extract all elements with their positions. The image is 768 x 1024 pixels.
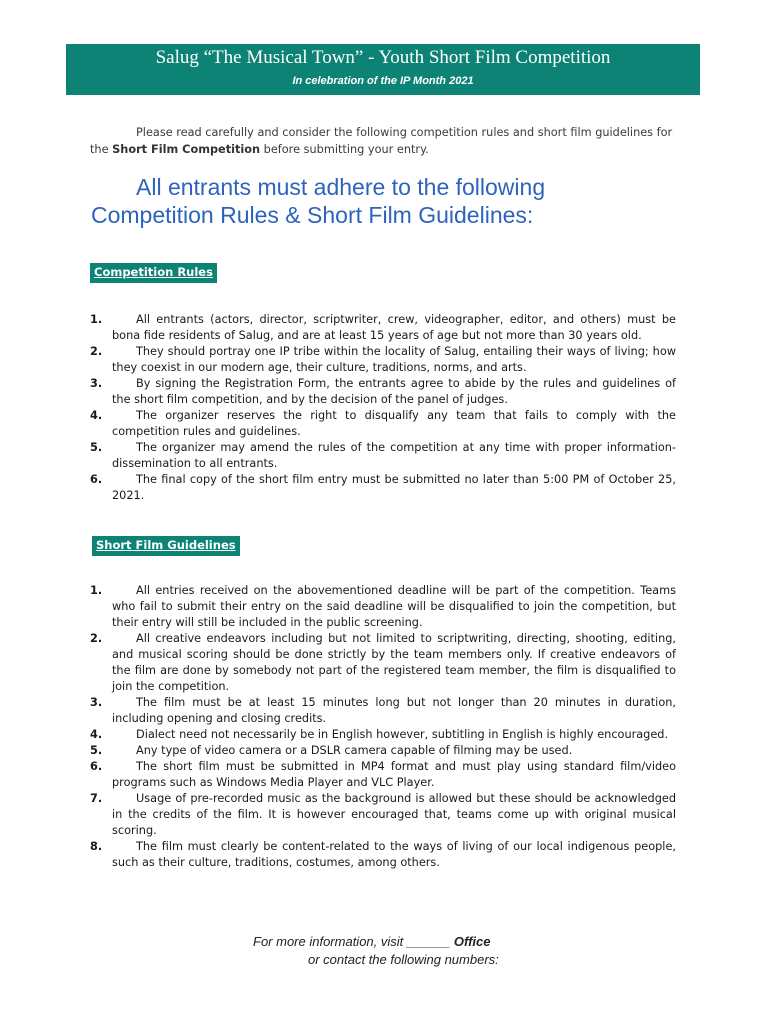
short-film-guidelines-item bbox=[90, 839, 676, 871]
list-item-number: 5. bbox=[90, 441, 103, 454]
list-item-text: All creative endeavors including but not limited to scriptwriting, directing, shooting, editing, and musical scoring should be done strictly by the team members only. If creative endeavors of the film are done by somebody not part of the registered team member, the film is disqualified to join the competition. bbox=[112, 632, 676, 693]
intro-text-start: Please read carefully and consider the following competition rules and short film guidelines for the bbox=[90, 126, 673, 156]
list-item-text: The organizer reserves the right to disqualify any team that fails to comply with the competition rules and guidelines. bbox=[112, 409, 676, 438]
list-item-number: 7. bbox=[90, 792, 103, 805]
list-item-text: All entries received on the abovementioned deadline will be part of the competition. Teams who fail to submit their entry on the said deadline will be disqualified to join the competition, but their entry will still be included in the public screening. bbox=[112, 584, 676, 629]
intro-text-bold: Short Film Competition bbox=[112, 143, 261, 156]
header-banner bbox=[66, 44, 700, 95]
competition-rules-item bbox=[90, 312, 676, 344]
footer-visit-text: For more information, visit ______ bbox=[253, 934, 454, 949]
list-item-number: 5. bbox=[90, 744, 103, 757]
list-item-number: 6. bbox=[90, 760, 103, 773]
list-item-number: 1. bbox=[90, 313, 103, 326]
list-item-number: 6. bbox=[90, 473, 103, 486]
list-item-number: 4. bbox=[90, 409, 103, 422]
list-item-text: The film must be at least 15 minutes long but not longer than 20 minutes in duration, including opening and closing credits. bbox=[112, 696, 676, 725]
headline-line-2: Competition Rules & Short Film Guidelines: bbox=[91, 202, 534, 228]
footer-line-1 bbox=[253, 933, 768, 951]
list-item-text: The final copy of the short film entry must be submitted no later than 5:00 PM of October 25, 2021. bbox=[112, 473, 676, 502]
competition-rules-item bbox=[90, 376, 676, 408]
short-film-guidelines-item bbox=[90, 727, 676, 743]
footer-line-2: or contact the following numbers: bbox=[308, 952, 499, 967]
document-subtitle: In celebration of the IP Month 2021 bbox=[292, 75, 474, 87]
list-item-number: 8. bbox=[90, 840, 103, 853]
list-item-number: 2. bbox=[90, 632, 103, 645]
list-item-number: 3. bbox=[90, 696, 103, 709]
short-film-guidelines-item bbox=[90, 583, 676, 631]
short-film-guidelines-item bbox=[90, 631, 676, 695]
intro-paragraph bbox=[90, 124, 677, 158]
list-item-number: 4. bbox=[90, 728, 103, 741]
short-film-guidelines-item bbox=[90, 695, 676, 727]
list-item-number: 1. bbox=[90, 584, 103, 597]
competition-rules-item bbox=[90, 408, 676, 440]
list-item-text: Dialect need not necessarily be in English however, subtitling in English is highly encouraged. bbox=[136, 728, 669, 741]
short-film-guidelines-item bbox=[90, 743, 676, 759]
short-film-guidelines-item bbox=[90, 791, 676, 839]
list-item-text: Any type of video camera or a DSLR camera capable of filming may be used. bbox=[136, 744, 573, 757]
footer-office-text: Office bbox=[453, 934, 491, 949]
headline-line-1: All entrants must adhere to the following bbox=[136, 174, 546, 200]
list-item-text: They should portray one IP tribe within the locality of Salug, entailing their ways of living; how they coexist in our modern age, their culture, traditions, norms, and arts. bbox=[112, 345, 676, 374]
competition-rules-heading: Competition Rules bbox=[90, 263, 217, 283]
short-film-guidelines-list bbox=[90, 583, 676, 871]
list-item-number: 2. bbox=[90, 345, 103, 358]
competition-rules-item bbox=[90, 472, 676, 504]
list-item-text: By signing the Registration Form, the entrants agree to abide by the rules and guidelines of the short film competition, and by the decision of the panel of judges. bbox=[112, 377, 676, 406]
short-film-guidelines-item bbox=[90, 759, 676, 791]
list-item-text: All entrants (actors, director, scriptwriter, crew, videographer, editor, and others) must be bona fide residents of Salug, and are at least 15 years of age but not more than 30 years old. bbox=[112, 313, 676, 342]
list-item-number: 3. bbox=[90, 377, 103, 390]
competition-rules-item bbox=[90, 440, 676, 472]
competition-rules-list bbox=[90, 312, 676, 504]
document-title: Salug “The Musical Town” - Youth Short Film Competition bbox=[155, 47, 611, 68]
list-item-text: The organizer may amend the rules of the competition at any time with proper information-dissemination to all entrants. bbox=[112, 441, 676, 470]
headline bbox=[91, 173, 691, 229]
competition-rules-item bbox=[90, 344, 676, 376]
short-film-guidelines-heading: Short Film Guidelines bbox=[92, 536, 240, 556]
list-item-text: Usage of pre-recorded music as the background is allowed but these should be acknowledged in the credits of the film. It is however encouraged that, teams come up with original musical scoring. bbox=[112, 792, 676, 837]
list-item-text: The short film must be submitted in MP4 format and must play using standard film/video programs such as Windows Media Player and VLC Player. bbox=[112, 760, 676, 789]
intro-text-end: before submitting your entry. bbox=[260, 143, 429, 156]
list-item-text: The film must clearly be content-related to the ways of living of our local indigenous people, such as their culture, traditions, costumes, among others. bbox=[112, 840, 676, 869]
